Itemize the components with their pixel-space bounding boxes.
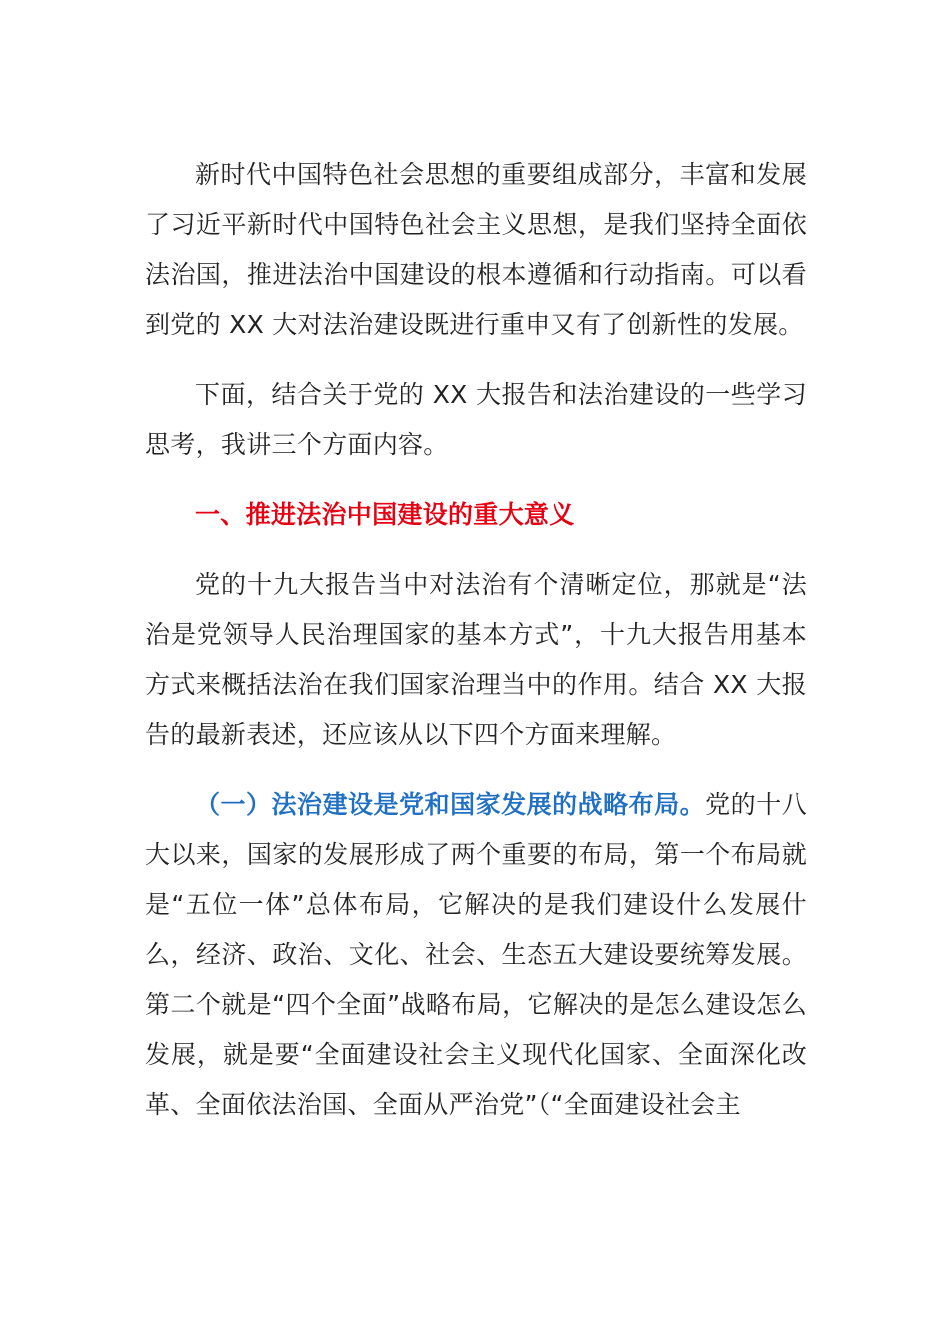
subsection-body: 党的十八大以来，国家的发展形成了两个重要的布局，第一个布局就是“五位一体”总体布局，它解决的是我们建设什么发展什么，经济、政治、文化、社会、生态五大建设要统筹发展。第二个就是“四个全面”战略布局，它解决的是怎么建设怎么发展，就是要“全面建设社会主义现代化国家、全面深化改革、全面依法治国、全面从严治党”（“全面建设社会主 [145, 790, 807, 1119]
outline-paragraph: 下面，结合关于党的 XX 大报告和法治建设的一些学习思考，我讲三个方面内容。 [145, 380, 807, 459]
document-body [145, 150, 807, 1150]
intro-paragraph: 新时代中国特色社会思想的重要组成部分，丰富和发展了习近平新时代中国特色社会主义思想，是我们坚持全面依法治国，推进法治中国建设的根本遵循和行动指南。可以看到党的 XX 大对法治建设既进行重申又有了创新性的发展。 [145, 160, 807, 339]
section-paragraph: 党的十九大报告当中对法治有个清晰定位，那就是“法治是党领导人民治理国家的基本方式”，十九大报告用基本方式来概括法治在我们国家治理当中的作用。结合 XX 大报告的最新表述，还应该从以下四个方面来理解。 [145, 570, 807, 749]
subsection-paragraph [145, 780, 807, 1130]
subsection-heading: （一）法治建设是党和国家发展的战略布局。 [195, 790, 706, 819]
section-heading: 一、推进法治中国建设的重大意义 [195, 500, 575, 529]
